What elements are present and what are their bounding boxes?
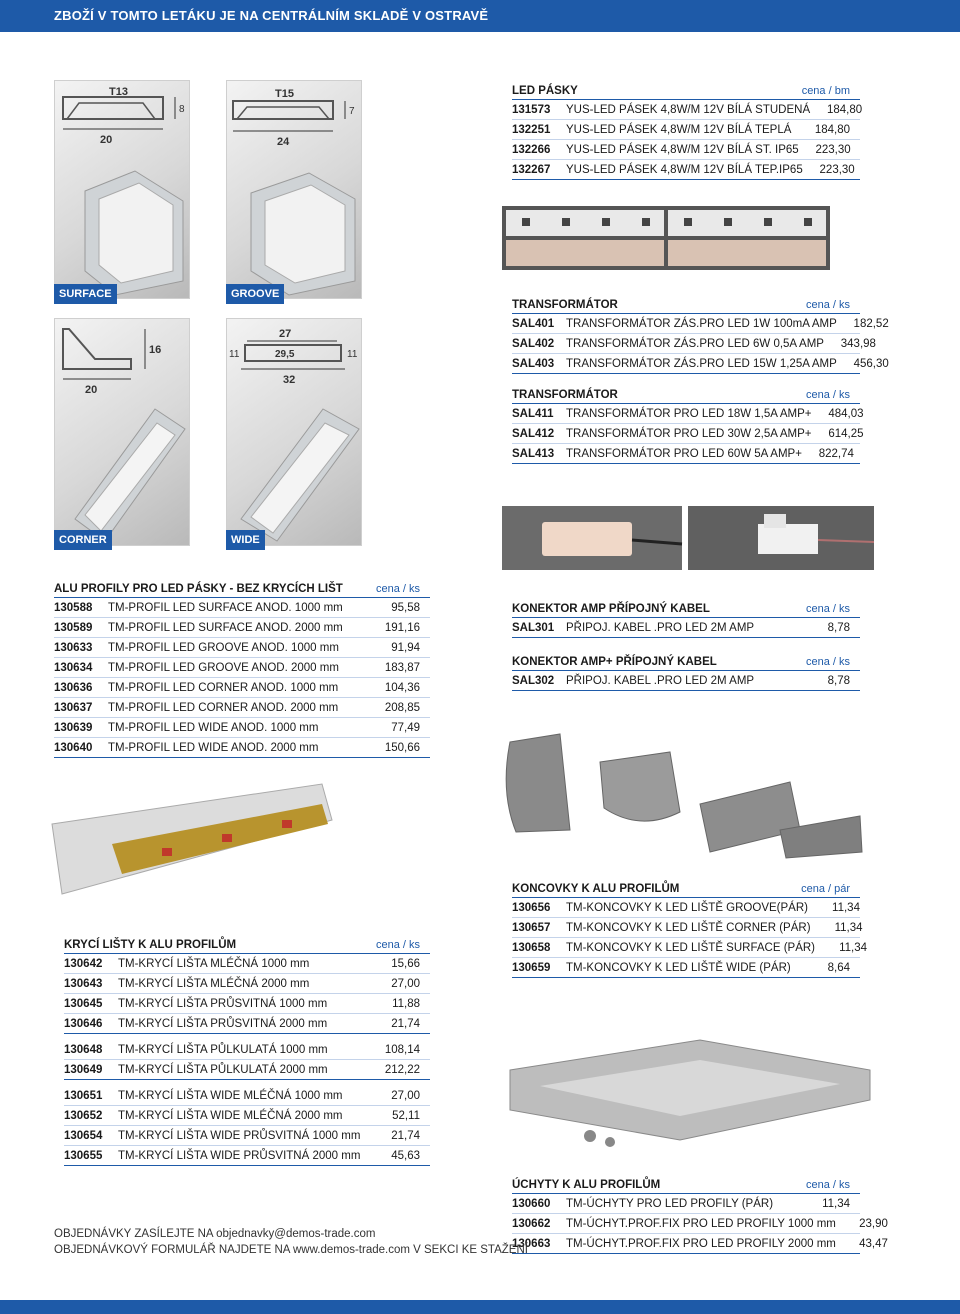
product-code: SAL401 <box>512 317 555 330</box>
price-unit: cena / ks <box>805 1179 850 1191</box>
product-price: 223,30 <box>819 163 855 176</box>
product-name: TM-ÚCHYTY PRO LED PROFILY (PÁR) <box>566 1197 774 1210</box>
table-title: ÚCHYTY K ALU PROFILŮM <box>512 1179 661 1191</box>
product-code: 132266 <box>512 143 551 156</box>
product-price: 484,03 <box>828 407 864 420</box>
price-unit: cena / bm <box>801 85 850 97</box>
product-code: 130654 <box>64 1129 103 1142</box>
product-price: 11,34 <box>839 941 868 954</box>
product-code: 132251 <box>512 123 551 136</box>
t15-height-label: 7 <box>349 106 355 117</box>
product-code: SAL412 <box>512 427 555 440</box>
product-code: 130660 <box>512 1197 551 1210</box>
table-title: KONEKTOR AMP+ PŘÍPOJNÝ KABEL <box>512 656 717 668</box>
product-name: PŘIPOJ. KABEL .PRO LED 2M AMP <box>566 674 755 687</box>
product-name: TM-KRYCÍ LIŠTA PŮLKULATÁ 1000 mm <box>118 1043 328 1056</box>
product-price: 27,00 <box>391 977 420 990</box>
product-price: 27,00 <box>391 1089 420 1102</box>
product-name: TM-KRYCÍ LIŠTA MLÉČNÁ 2000 mm <box>118 977 310 990</box>
table-transformator-2 <box>512 384 864 464</box>
product-code: 130662 <box>512 1217 551 1230</box>
product-name: TM-KONCOVKY K LED LIŠTĚ SURFACE (PÁR) <box>566 941 816 954</box>
product-code: 130588 <box>54 601 93 614</box>
price-unit: cena / ks <box>805 299 850 311</box>
product-name: TRANSFORMÁTOR ZÁS.PRO LED 6W 0,5A AMP <box>566 337 824 350</box>
connector-photo-2 <box>688 506 874 570</box>
product-name: TM-PROFIL LED WIDE ANOD. 1000 mm <box>108 721 319 734</box>
caption-groove: GROOVE <box>226 284 284 304</box>
product-name: TRANSFORMÁTOR ZÁS.PRO LED 1W 100mA AMP <box>566 317 837 330</box>
product-price: 182,52 <box>853 317 889 330</box>
table-transformator-1 <box>512 294 889 374</box>
product-code: 130657 <box>512 921 551 934</box>
caption-wide: WIDE <box>226 530 265 550</box>
table-title: TRANSFORMÁTOR <box>512 299 618 311</box>
product-name: TM-PROFIL LED CORNER ANOD. 2000 mm <box>108 701 339 714</box>
product-code: 131573 <box>512 103 551 116</box>
price-unit: cena / ks <box>805 603 850 615</box>
caption-surface: SURFACE <box>54 284 117 304</box>
product-code: 130634 <box>54 661 93 674</box>
table-alu-profily <box>54 578 430 758</box>
table-title: ALU PROFILY PRO LED PÁSKY - BEZ KRYCÍCH LIŠT <box>54 583 343 595</box>
product-code: 130658 <box>512 941 551 954</box>
product-price: 8,64 <box>827 961 850 974</box>
product-code: 130589 <box>54 621 93 634</box>
table-header <box>512 598 860 618</box>
product-price: 150,66 <box>384 741 420 754</box>
product-price: 208,85 <box>384 701 420 714</box>
product-code: SAL403 <box>512 357 555 370</box>
product-name: TM-KONCOVKY K LED LIŠTĚ CORNER (PÁR) <box>566 921 811 934</box>
product-name: TM-PROFIL LED SURFACE ANOD. 2000 mm <box>108 621 343 634</box>
mounting-clips-photo <box>500 1040 870 1150</box>
price-unit: cena / ks <box>375 939 420 951</box>
corner-height-label: 16 <box>149 344 162 356</box>
product-price: 8,78 <box>827 621 850 634</box>
product-price: 456,30 <box>853 357 889 370</box>
wide-top-label: 27 <box>279 328 292 340</box>
product-price: 184,80 <box>814 123 850 136</box>
product-name: TM-ÚCHYT.PROF.FIX PRO LED PROFILY 1000 mm <box>566 1217 836 1230</box>
table-header <box>64 934 430 954</box>
product-code: SAL411 <box>512 407 554 420</box>
table-uchyty <box>512 1174 888 1254</box>
product-code: 130646 <box>64 1017 103 1030</box>
product-code: 130642 <box>64 957 103 970</box>
product-code: 130651 <box>64 1089 103 1102</box>
product-code: SAL302 <box>512 674 555 687</box>
corner-profile-photo <box>54 318 190 546</box>
product-price: 191,16 <box>384 621 420 634</box>
table-header <box>512 651 860 671</box>
product-name: YUS-LED PÁSEK 4,8W/M 12V BÍLÁ STUDENÁ <box>566 103 811 116</box>
product-code: 130655 <box>64 1149 103 1162</box>
product-price: 21,74 <box>391 1129 420 1142</box>
table-header <box>54 578 430 598</box>
table-header <box>512 80 860 100</box>
groove-profile-photo <box>226 80 362 299</box>
product-code: 130636 <box>54 681 93 694</box>
price-unit: cena / ks <box>805 389 850 401</box>
product-price: 43,47 <box>859 1237 888 1250</box>
product-code: 130663 <box>512 1237 551 1250</box>
groove-drawing <box>227 81 363 300</box>
product-code: 130645 <box>64 997 103 1010</box>
product-name: TM-KRYCÍ LIŠTA WIDE PRŮSVITNÁ 2000 mm <box>118 1149 361 1162</box>
order-form-line[interactable]: OBJEDNÁVKOVÝ FORMULÁŘ NAJDETE NA www.demos-trade.com V SEKCI KE STAŽENÍ <box>54 1244 528 1256</box>
product-price: 822,74 <box>818 447 854 460</box>
product-name: TRANSFORMÁTOR PRO LED 30W 2,5A AMP+ <box>566 427 812 440</box>
wide-mid-label: 29,5 <box>275 349 295 360</box>
t13-label: T13 <box>109 86 128 98</box>
product-name: TM-KRYCÍ LIŠTA WIDE PRŮSVITNÁ 1000 mm <box>118 1129 361 1142</box>
table-led-pasky <box>512 80 863 180</box>
product-price: 91,94 <box>391 641 420 654</box>
header-bar <box>0 0 960 32</box>
header-title: ZBOŽÍ V TOMTO LETÁKU JE NA CENTRÁLNÍM SKLADĚ V OSTRAVĚ <box>54 8 489 23</box>
table-header <box>512 384 860 404</box>
wide-bottom-label: 32 <box>283 374 296 386</box>
product-name: TM-KRYCÍ LIŠTA PRŮSVITNÁ 1000 mm <box>118 997 328 1010</box>
wide-drawing <box>227 319 363 547</box>
product-name: TM-KRYCÍ LIŠTA PŮLKULATÁ 2000 mm <box>118 1063 328 1076</box>
table-header <box>512 294 860 314</box>
t13-height-label: 8 <box>179 104 185 115</box>
product-price: 23,90 <box>859 1217 888 1230</box>
t13-width-label: 20 <box>100 134 113 146</box>
product-price: 614,25 <box>828 427 864 440</box>
price-unit: cena / pár <box>801 883 850 895</box>
product-name: TRANSFORMÁTOR PRO LED 18W 1,5A AMP+ <box>566 407 812 420</box>
product-price: 11,34 <box>822 1197 850 1210</box>
table-konektor-2 <box>512 651 860 691</box>
table-title: TRANSFORMÁTOR <box>512 389 618 401</box>
product-name: TM-KRYCÍ LIŠTA WIDE MLÉČNÁ 1000 mm <box>118 1089 343 1102</box>
product-code: SAL413 <box>512 447 555 460</box>
product-price: 343,98 <box>840 337 876 350</box>
table-kryci-listy <box>64 934 430 1166</box>
product-price: 212,22 <box>384 1063 420 1076</box>
table-title: LED PÁSKY <box>512 85 578 97</box>
table-header <box>512 878 860 898</box>
product-price: 108,14 <box>384 1043 420 1056</box>
product-code: 130656 <box>512 901 551 914</box>
corner-width-label: 20 <box>85 384 98 396</box>
product-name: YUS-LED PÁSEK 4,8W/M 12V BÍLÁ ST. IP65 <box>566 143 799 156</box>
t15-label: T15 <box>275 88 294 100</box>
product-price: 11,34 <box>832 901 860 914</box>
product-price: 11,88 <box>392 997 420 1010</box>
product-name: TRANSFORMÁTOR ZÁS.PRO LED 15W 1,25A AMP <box>566 357 837 370</box>
product-code: 130640 <box>54 741 93 754</box>
product-price: 45,63 <box>391 1149 420 1162</box>
product-price: 15,66 <box>391 957 420 970</box>
led-strip-photo <box>502 206 830 270</box>
product-name: TM-PROFIL LED GROOVE ANOD. 1000 mm <box>108 641 339 654</box>
product-price: 77,49 <box>391 721 420 734</box>
footer-bar <box>0 1300 960 1314</box>
product-code: 130643 <box>64 977 103 990</box>
surface-profile-photo <box>54 80 190 299</box>
profile-with-led-photo <box>52 784 332 914</box>
product-price: 8,78 <box>827 674 850 687</box>
product-code: 130639 <box>54 721 93 734</box>
product-name: PŘIPOJ. KABEL .PRO LED 2M AMP <box>566 621 755 634</box>
product-name: TM-KRYCÍ LIŠTA WIDE MLÉČNÁ 2000 mm <box>118 1109 343 1122</box>
price-unit: cena / ks <box>375 583 420 595</box>
product-price: 104,36 <box>384 681 420 694</box>
product-name: TM-PROFIL LED SURFACE ANOD. 1000 mm <box>108 601 343 614</box>
product-code: 130649 <box>64 1063 103 1076</box>
product-code: 130659 <box>512 961 551 974</box>
product-name: TM-KRYCÍ LIŠTA PRŮSVITNÁ 2000 mm <box>118 1017 328 1030</box>
table-title: KONEKTOR AMP PŘÍPOJNÝ KABEL <box>512 603 710 615</box>
product-name: TM-KONCOVKY K LED LIŠTĚ WIDE (PÁR) <box>566 961 791 974</box>
wide-right-label: 11 <box>347 349 358 360</box>
table-title: KONCOVKY K ALU PROFILŮM <box>512 883 680 895</box>
product-code: 130633 <box>54 641 93 654</box>
table-title: KRYCÍ LIŠTY K ALU PROFILŮM <box>64 939 237 951</box>
table-koncovky <box>512 878 868 978</box>
product-code: 132267 <box>512 163 551 176</box>
product-code: SAL301 <box>512 621 555 634</box>
product-name: TM-ÚCHYT.PROF.FIX PRO LED PROFILY 2000 mm <box>566 1237 836 1250</box>
order-email-line[interactable]: OBJEDNÁVKY ZASÍLEJTE NA objednavky@demos-trade.com <box>54 1228 376 1240</box>
product-name: YUS-LED PÁSEK 4,8W/M 12V BÍLÁ TEPLÁ <box>566 123 792 136</box>
product-name: TM-KRYCÍ LIŠTA MLÉČNÁ 1000 mm <box>118 957 310 970</box>
wide-left-label: 11 <box>229 349 240 360</box>
end-caps-photo <box>500 712 860 862</box>
product-name: TRANSFORMÁTOR PRO LED 60W 5A AMP+ <box>566 447 802 460</box>
product-name: TM-PROFIL LED CORNER ANOD. 1000 mm <box>108 681 339 694</box>
wide-profile-photo <box>226 318 362 546</box>
product-price: 11,34 <box>834 921 863 934</box>
product-name: TM-PROFIL LED GROOVE ANOD. 2000 mm <box>108 661 339 674</box>
order-info <box>54 1226 528 1258</box>
product-price: 184,80 <box>826 103 863 116</box>
corner-drawing <box>55 319 191 547</box>
product-price: 95,58 <box>391 601 420 614</box>
product-price: 21,74 <box>391 1017 420 1030</box>
table-header <box>512 1174 860 1194</box>
product-price: 183,87 <box>384 661 420 674</box>
product-name: YUS-LED PÁSEK 4,8W/M 12V BÍLÁ TEP.IP65 <box>566 163 803 176</box>
connector-photo-1 <box>502 506 682 570</box>
product-price: 52,11 <box>392 1109 420 1122</box>
caption-corner: CORNER <box>54 530 112 550</box>
product-code: 130648 <box>64 1043 103 1056</box>
table-konektor-1 <box>512 598 860 638</box>
surface-drawing <box>55 81 191 300</box>
product-price: 223,30 <box>815 143 851 156</box>
product-code: SAL402 <box>512 337 555 350</box>
t15-width-label: 24 <box>277 136 290 148</box>
product-code: 130652 <box>64 1109 103 1122</box>
product-code: 130637 <box>54 701 93 714</box>
product-name: TM-KONCOVKY K LED LIŠTĚ GROOVE(PÁR) <box>566 901 808 914</box>
price-unit: cena / ks <box>805 656 850 668</box>
product-name: TM-PROFIL LED WIDE ANOD. 2000 mm <box>108 741 319 754</box>
